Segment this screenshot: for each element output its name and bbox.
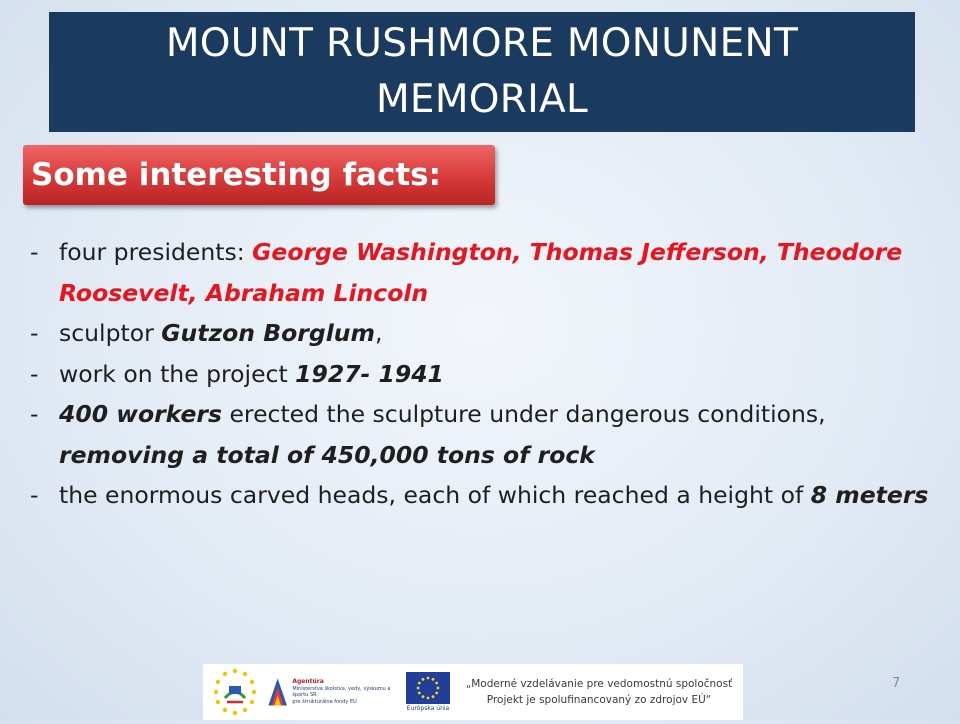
eu-flag-icon: [406, 672, 450, 704]
fact-text: ,: [374, 319, 383, 347]
agency-emblem-icon: [265, 672, 290, 712]
fact-text: removing a total of 450,000 tons of rock: [59, 440, 595, 469]
facts-list: [30, 232, 930, 516]
project-quote-line2: Projekt je spolufinancovaný zo zdrojov EÚ“: [486, 694, 712, 706]
fact-item: [30, 354, 930, 395]
fact-item: [30, 475, 930, 516]
eu-flag-logo: [397, 664, 459, 720]
fact-item: [30, 313, 930, 354]
agency-logo: [265, 664, 397, 720]
page-number: 7: [892, 676, 901, 691]
footer-logos: [203, 664, 743, 720]
project-quote-line1: „Moderné vzdelávanie pre vedomostnú spoločnosť: [465, 678, 733, 690]
agency-funds: pre štrukturálne fondy EÚ: [292, 698, 357, 705]
fact-text: work on the project: [59, 359, 296, 388]
agency-ministry: Ministerstva školstva, vedy, výskumu a športu SR: [292, 685, 391, 698]
agency-name: Agentúra: [292, 678, 324, 685]
fact-text: sculptor: [59, 319, 162, 347]
eu-caption: Európska únia: [406, 705, 450, 712]
section-subtitle: Some interesting facts:: [23, 145, 495, 205]
fact-text: 1927- 1941: [295, 359, 444, 388]
fact-text: the enormous carved heads, each of which reached a height of: [59, 481, 811, 509]
fact-text: four presidents:: [59, 238, 253, 266]
education-program-logo: [205, 664, 265, 720]
project-quote: [459, 676, 743, 708]
fact-item: [30, 394, 930, 475]
fact-text: 8 meters: [810, 481, 929, 509]
slide-title-bar: [49, 12, 915, 132]
fact-text: erected the sculpture under dangerous conditions,: [222, 400, 826, 428]
fact-item: [30, 232, 930, 313]
fact-text: 400 workers: [59, 400, 222, 428]
fact-text: George Washington, Thomas Jefferson, Theodore Roosevelt, Abraham Lincoln: [59, 238, 903, 307]
fact-text: Gutzon Borglum: [161, 319, 375, 347]
slide-title: MOUNT RUSHMORE MONUNENT MEMORIAL: [165, 21, 799, 122]
